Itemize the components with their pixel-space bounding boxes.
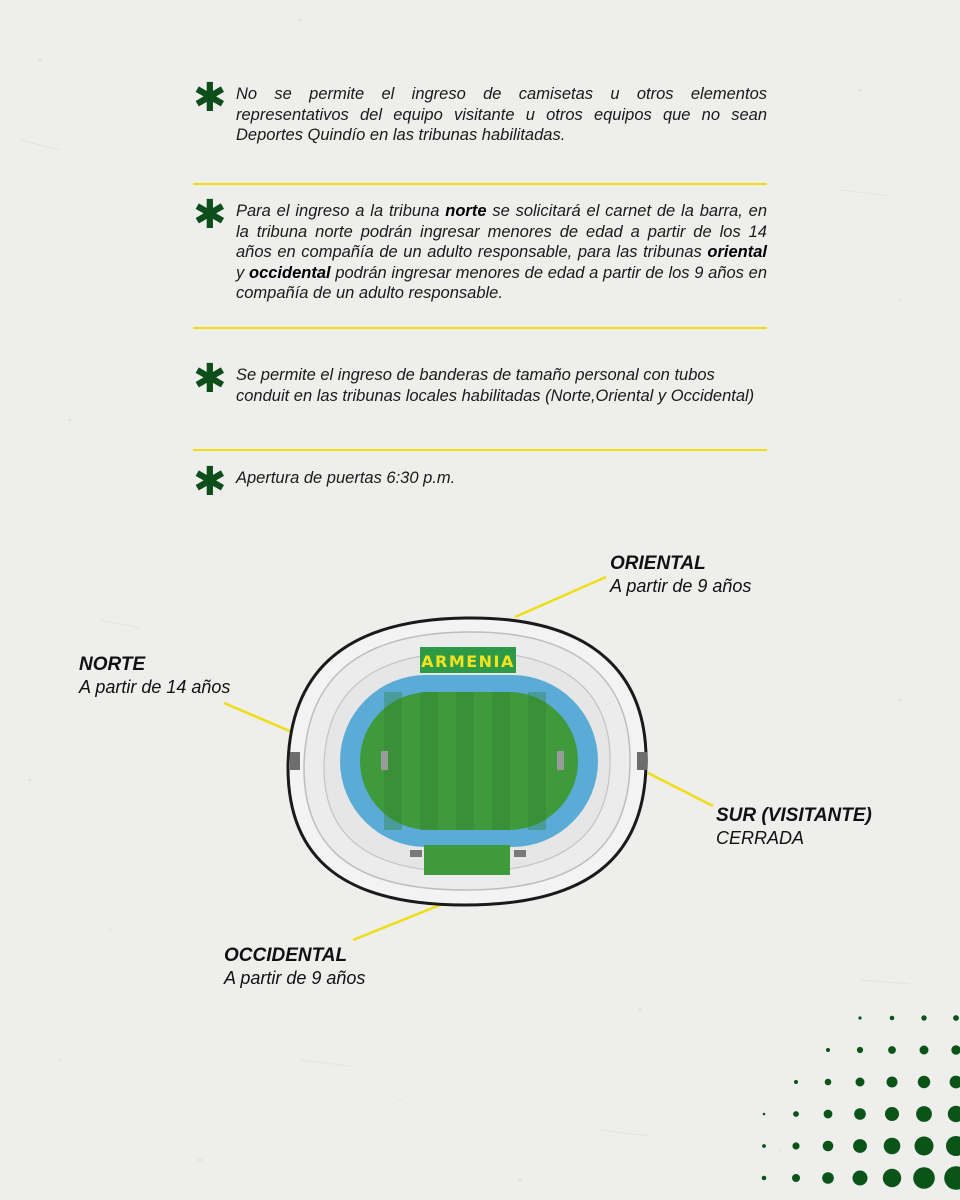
halftone-dot [825, 1079, 832, 1086]
halftone-dot [824, 1110, 833, 1119]
goal-left [381, 751, 388, 770]
leader-line-sur [648, 773, 713, 806]
halftone-dot [913, 1167, 935, 1189]
halftone-dot [762, 1176, 767, 1181]
asterisk-icon: ✱ [193, 459, 227, 505]
halftone-dot [948, 1106, 960, 1122]
halftone-dot [883, 1169, 901, 1187]
halftone-dot [793, 1111, 799, 1117]
asterisk-icon: ✱ [193, 356, 227, 402]
halftone-dot [763, 1113, 766, 1116]
halftone-dot [890, 1016, 895, 1021]
halftone-dot [951, 1045, 960, 1054]
highlight-occidental: occidental [248, 263, 331, 282]
stadium-banner-text: ARMENIA [421, 652, 515, 671]
halftone-dot [856, 1078, 865, 1087]
halftone-dot [854, 1108, 866, 1120]
halftone-dot [915, 1137, 934, 1156]
zone-label-sur [716, 804, 872, 850]
zone-name: NORTE [79, 654, 146, 675]
rule-text: Para el ingreso a la tribuna norte se solicitará el carnet de la barra, en la tribuna norte podrán ingresar menores de edad a partir de los 14 años en compañía de un adulto responsable, para las tribunas oriental y occidental podrán ingresar menores de edad a partir de los 9 años en compañía de un adulto responsable. [236, 202, 768, 302]
asterisk-icon: ✱ [193, 75, 227, 121]
halftone-dot [888, 1046, 896, 1054]
rule-text: No se permite el ingreso de camisetas u otros elementos representativos del equipo visitante u otros equipos que no sean Deportes Quindío en las tribunas habilitadas. [236, 85, 767, 144]
halftone-dot [762, 1144, 766, 1148]
halftone-dot [946, 1136, 960, 1156]
halftone-dot [887, 1077, 898, 1088]
halftone-dot [916, 1106, 932, 1122]
zone-label-occidental [224, 944, 365, 990]
halftone-dot [920, 1046, 929, 1055]
rule-text: Se permite el ingreso de banderas de tamaño personal con tubos conduit en las tribunas locales habilitadas (Norte,Oriental y Occidental) [236, 366, 755, 405]
zone-name: ORIENTAL [610, 553, 706, 574]
leader-line-occidental [353, 905, 440, 940]
halftone-dot [885, 1107, 899, 1121]
halftone-dot [792, 1142, 799, 1149]
halftone-dots [762, 1015, 960, 1190]
asterisk-icon: ✱ [193, 192, 227, 238]
halftone-dot [792, 1174, 800, 1182]
highlight-oriental: oriental [707, 243, 767, 261]
halftone-dot [921, 1015, 926, 1020]
halftone-dot [884, 1138, 901, 1155]
zone-name: OCCIDENTAL [224, 945, 348, 966]
zone-note: A partir de 14 años [79, 677, 231, 697]
zone-name: SUR (VISITANTE) [716, 805, 872, 826]
tunnel-entry [424, 845, 510, 875]
zone-note: CERRADA [716, 828, 805, 848]
rule-text: Apertura de puertas 6:30 p.m. [236, 469, 456, 487]
leader-line-oriental [515, 577, 606, 617]
halftone-dot [857, 1047, 863, 1053]
zone-note: A partir de 9 años [610, 576, 752, 596]
bench-right [514, 850, 526, 857]
highlight-norte: norte [445, 202, 487, 220]
goal-right [557, 751, 564, 770]
halftone-dot [826, 1048, 830, 1052]
halftone-dot [822, 1172, 834, 1184]
halftone-dot [853, 1139, 867, 1153]
bench-left [410, 850, 422, 857]
halftone-dot [953, 1015, 959, 1021]
zone-label-norte [79, 653, 230, 699]
zone-note: A partir de 9 años [224, 968, 366, 988]
halftone-dot [858, 1016, 861, 1019]
leader-line-norte [224, 703, 292, 732]
halftone-dot [950, 1076, 960, 1089]
gate-left [290, 752, 300, 770]
zone-label-oriental [610, 552, 751, 598]
halftone-dot [823, 1141, 834, 1152]
halftone-dot [853, 1171, 868, 1186]
halftone-dot [918, 1076, 930, 1088]
halftone-dot [944, 1166, 960, 1190]
halftone-dot [794, 1080, 798, 1084]
gate-right [637, 752, 647, 770]
